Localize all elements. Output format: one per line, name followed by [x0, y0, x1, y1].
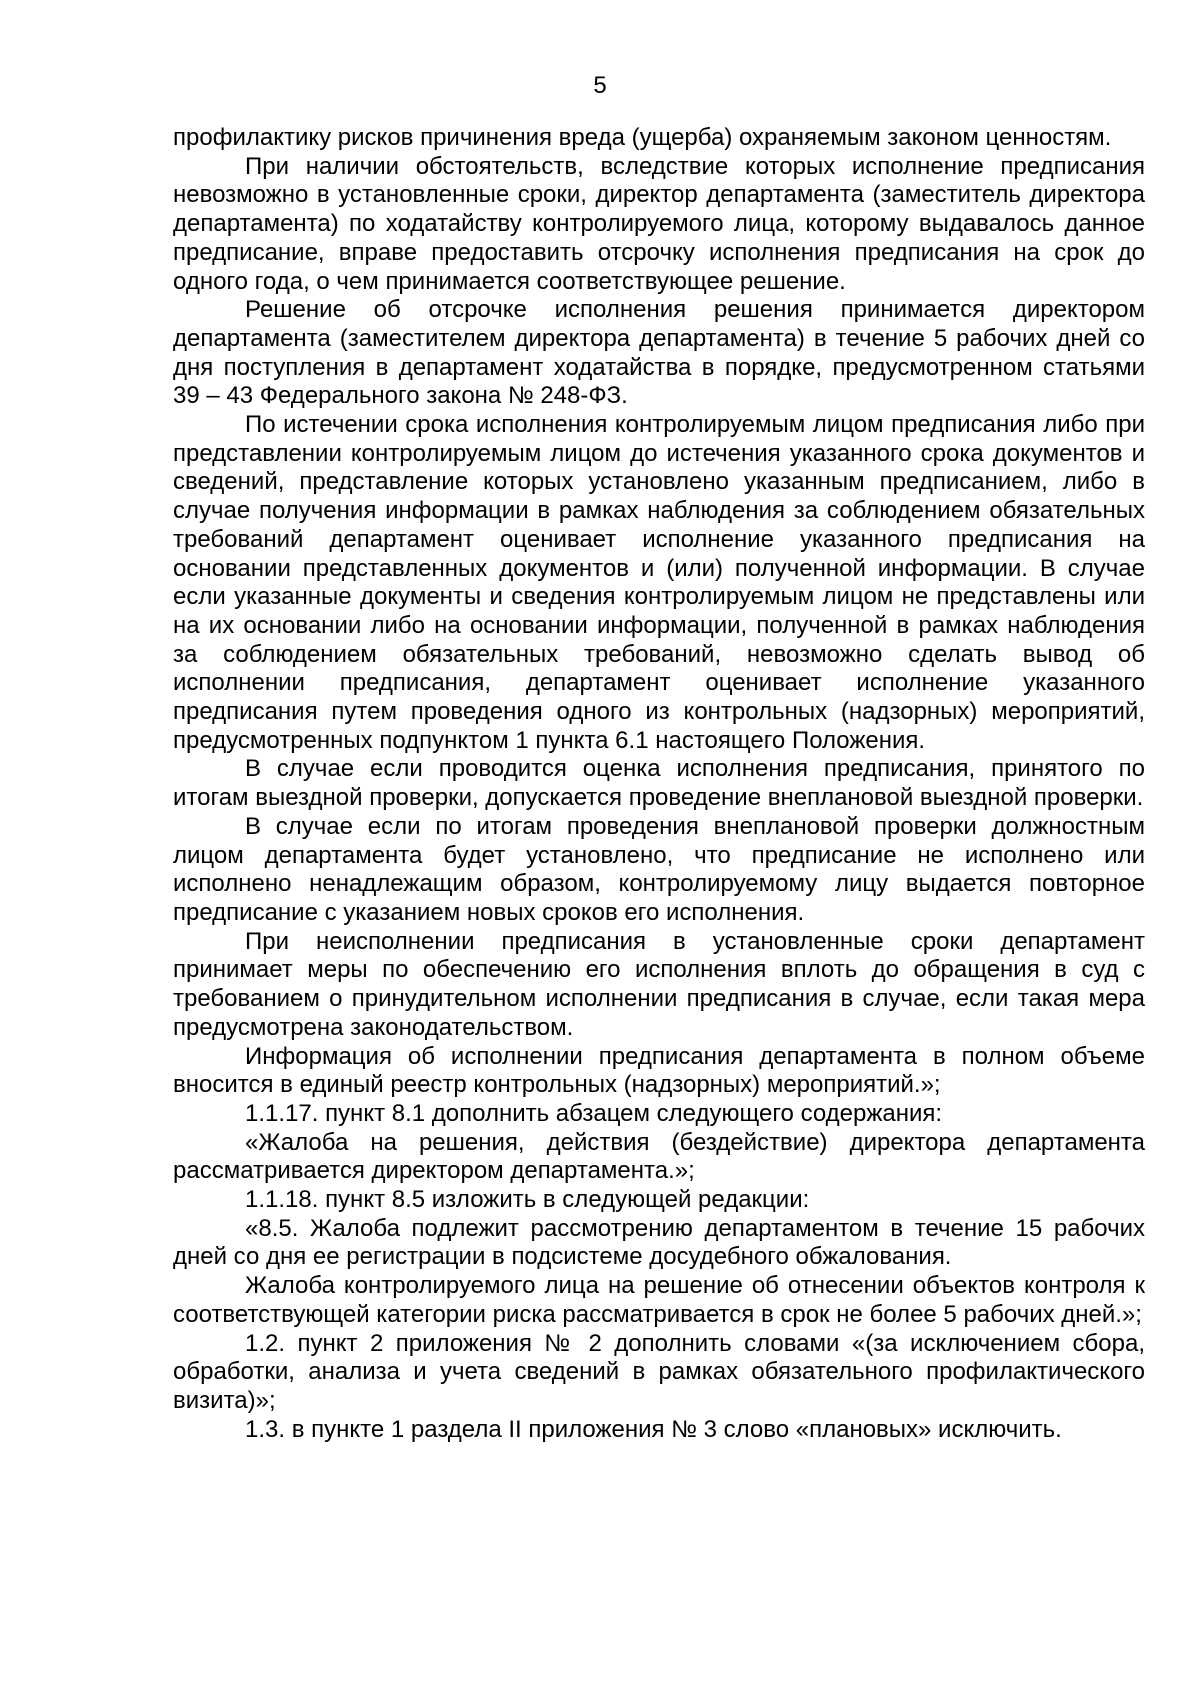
paragraph: Информация об исполнении предписания департамента в полном объеме вносится в единый реестр контрольных (надзорных) мероприятий.»;	[173, 1042, 1145, 1099]
paragraph: В случае если по итогам проведения внеплановой проверки должностным лицом департамента будет установлено, что предписание не исполнено или исполнено ненадлежащим образом, контролируемому лицу выдается повторное предписание с указанием новых сроков его исполнения.	[173, 812, 1145, 926]
document-body	[173, 124, 1145, 1444]
paragraph: профилактику рисков причинения вреда (ущерба) охраняемым законом ценностям.	[173, 124, 1112, 151]
paragraph: 1.1.18. пункт 8.5 изложить в следующей редакции:	[245, 1186, 810, 1214]
paragraph: «8.5. Жалоба подлежит рассмотрению департаментом в течение 15 рабочих дней со дня ее регистрации в подсистеме досудебного обжалования.	[173, 1214, 1145, 1271]
paragraph: В случае если проводится оценка исполнения предписания, принятого по итогам выездной проверки, допускается проведение внеплановой выездной проверки.	[173, 755, 1145, 812]
paragraph: Решение об отсрочке исполнения решения принимается директором департамента (заместителем директора департамента) в течение 5 рабочих дней со дня поступления в департамент ходатайства в порядке, предусмотренном статьями 39 – 43 Федерального закона № 248-ФЗ.	[173, 296, 1145, 410]
paragraph: По истечении срока исполнения контролируемым лицом предписания либо при представлении контролируемым лицом до истечения указанного срока документов и сведений, представление которых установлено указанным предписанием, либо в случае получения информации в рамках наблюдения за соблюдением обязательных требований департамент оценивает исполнение указанного предписания на основании представленных документов и (или) полученной информации. В случае если указанные документы и сведения контролируемым лицом не представлены или на их основании либо на основании информации, полученной в рамках наблюдения за соблюдением обязательных требований, невозможно сделать вывод об исполнении предписания, департамент оценивает исполнение указанного предписания путем проведения одного из контрольных (надзорных) мероприятий, предусмотренных подпунктом 1 пункта 6.1 настоящего Положения.	[173, 411, 1145, 754]
paragraph: 1.1.17. пункт 8.1 дополнить абзацем следующего содержания:	[245, 1099, 943, 1127]
paragraph: При неисполнении предписания в установленные сроки департамент принимает меры по обеспечению его исполнения вплоть до обращения в суд с требованием о принудительном исполнении предписания в случае, если такая мера предусмотрена законодательством.	[173, 927, 1145, 1041]
paragraph: 1.3. в пункте 1 раздела II приложения № 3 слово «плановых» исключить.	[245, 1415, 1062, 1443]
paragraph: При наличии обстоятельств, вследствие которых исполнение предписания невозможно в установленные сроки, директор департамента (заместитель директора департамента) по ходатайству контролируемого лица, которому выдавалось данное предписание, вправе предоставить отсрочку исполнения предписания на срок до одного года, о чем принимается соответствующее решение.	[173, 152, 1145, 295]
paragraph: «Жалоба на решения, действия (бездействие) директора департамента рассматривается директором департамента.»;	[173, 1128, 1145, 1185]
paragraph: 1.2. пункт 2 приложения № 2 дополнить словами «(за исключением сбора, обработки, анализа и учета сведений в рамках обязательного профилактического визита)»;	[173, 1329, 1145, 1414]
page-number: 5	[593, 72, 607, 99]
paragraph: Жалоба контролируемого лица на решение об отнесении объектов контроля к соответствующей категории риска рассматривается в срок не более 5 рабочих дней.»;	[173, 1272, 1145, 1328]
